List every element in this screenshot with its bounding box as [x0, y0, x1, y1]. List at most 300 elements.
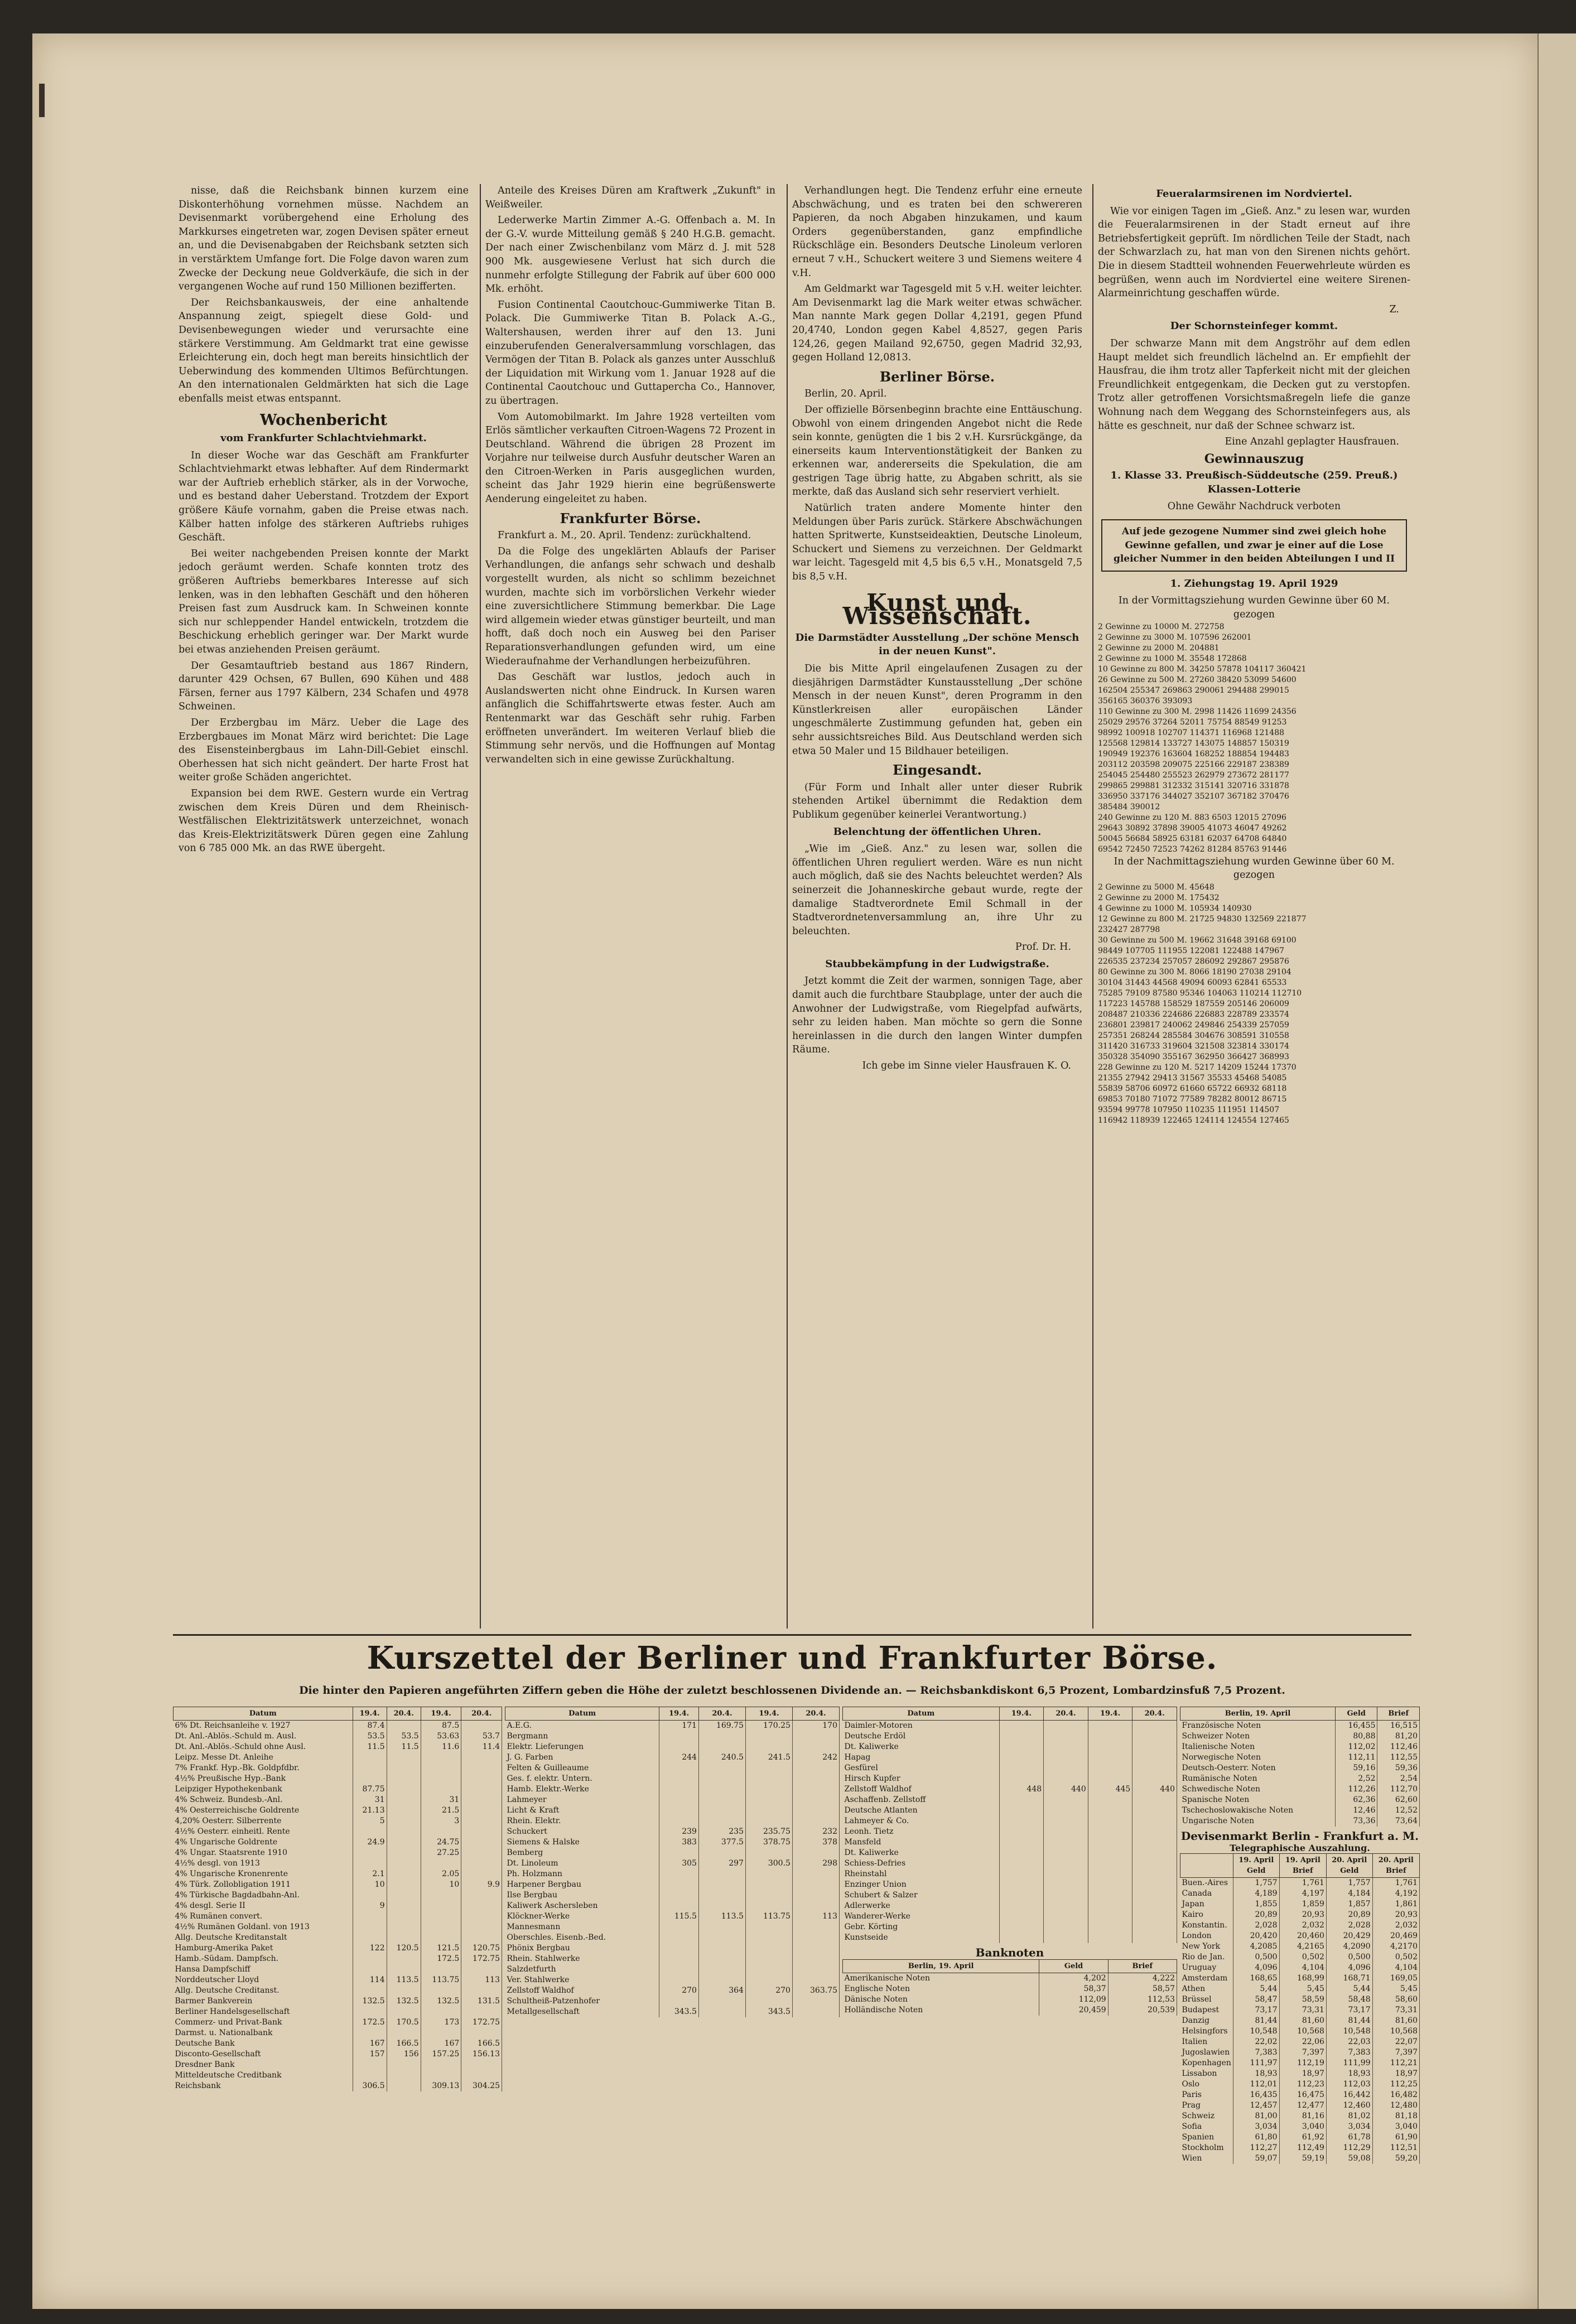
- row-label: Daimler-Motoren: [843, 1721, 1000, 1732]
- article-heading: Feueralarmsirenen im Nordviertel.: [1156, 188, 1352, 200]
- lottery-subtitle: 1. Klasse 33. Preußisch-Süddeutsche (259. Preuß.) Klassen-Lotterie: [1110, 470, 1398, 495]
- article-heading: Eingesandt.: [893, 762, 982, 779]
- row-value: 59,36: [1377, 1763, 1420, 1774]
- row-value: [1132, 1827, 1177, 1837]
- row-label: Mitteldeutsche Creditbank: [173, 2070, 353, 2081]
- table-row: [173, 2060, 502, 2070]
- row-label: Rio de Jan.: [1180, 1952, 1233, 1963]
- row-label: Bemberg: [505, 1848, 659, 1858]
- row-value: 16,435: [1233, 2090, 1279, 2100]
- article-paragraph: Die bis Mitte April eingelaufenen Zusagen zu der diesjährigen Darmstädter Kunstausstellung „Der schöne Mensch in der neuen Kunst", deren Programm in den Künstlerkreisen aller europäischen Länder ungeschmälerte Zustimmung gefunden hat, geben ein sehr aussichtsreiches Bild. Aus Deutschland werden sich etwa 50 Maler und 15 Bildhauer beteiligen.: [792, 663, 1082, 757]
- lottery-line: 117223 145788 158529 187559 205146 206009: [1098, 999, 1289, 1008]
- row-value: [999, 1922, 1044, 1932]
- row-value: 5,44: [1326, 1984, 1372, 1994]
- row-value: 31: [353, 1795, 387, 1805]
- row-value: [745, 1964, 792, 1975]
- row-value: 81,20: [1377, 1731, 1420, 1742]
- row-value: [792, 1890, 839, 1901]
- table-row: [1180, 1731, 1420, 1742]
- row-value: [698, 1975, 745, 1985]
- row-value: [792, 1954, 839, 1964]
- row-value: [999, 1890, 1044, 1901]
- row-value: 112,53: [1108, 1994, 1177, 2005]
- article-paragraph: Am Geldmarkt war Tagesgeld mit 5 v.H. weiter leichter. Am Devisenmarkt lag die Mark weiter etwas schwächer. Man nannte Mark gegen Dollar 4,2191, gegen Pfund 20,4740, London gegen Kabel 4,8527, gegen Paris 124,26, gegen Mailand 92,6750, gegen Madrid 32,93, gegen Holland 12,0813.: [792, 283, 1082, 364]
- row-value: [659, 1742, 699, 1752]
- table-row: [173, 2049, 502, 2060]
- row-value: [353, 1922, 387, 1932]
- article-subheading: vom Frankfurter Schlachtviehmarkt.: [220, 432, 427, 444]
- row-value: 20,539: [1108, 2005, 1177, 2016]
- news-item: Der Erzbergbau im März. Ueber die Lage des Erzbergbaues im Monat März wird berichtet: Die Lage des Eisensteinbergbaus im Lahn-Dill-Gebiet einschl. Oberhessen hat sich nicht geändert. Der harte Frost hat weiter große Schäden angerichtet.: [179, 717, 469, 784]
- lottery-line: 2 Gewinne zu 10000 M. 272758: [1098, 622, 1225, 631]
- row-value: 22,03: [1326, 2037, 1372, 2047]
- table-row: [505, 1964, 840, 1975]
- row-value: [387, 1774, 421, 1784]
- row-value: 2,028: [1326, 1920, 1372, 1931]
- row-value: 2.05: [421, 1869, 461, 1880]
- table-row: [173, 2028, 502, 2038]
- row-label: 4½% Preußische Hyp.-Bank: [173, 1774, 353, 1784]
- row-label: Deutsche Atlanten: [843, 1805, 1000, 1816]
- table-row: [1180, 1763, 1420, 1774]
- row-value: [1132, 1795, 1177, 1805]
- row-value: [792, 1795, 839, 1805]
- row-value: [792, 1880, 839, 1890]
- article-paragraph: Verhandlungen hegt. Die Tendenz erfuhr eine erneute Abschwächung, und es traten bei den schwereren Papieren, da noch Abgaben hinzukamen, und kaum Orders gegenüberstanden, ganz empfindliche Rückschläge ein. Besonders Deutsche Linoleum verloren erneut 7 v.H., Schuckert weitere 3 und Siemens weitere 4 v.H.: [792, 185, 1082, 279]
- signature: Prof. Dr. H.: [1015, 941, 1071, 953]
- row-value: [387, 1932, 421, 1943]
- row-value: 112,23: [1279, 2079, 1326, 2090]
- row-value: [698, 1731, 745, 1742]
- lottery-line: 21355 27942 29413 31567 35533 45468 54085: [1098, 1073, 1287, 1083]
- lottery-line: 10 Gewinne zu 800 M. 34250 57878 104117 360421: [1098, 664, 1307, 674]
- table-row: [505, 1985, 840, 1996]
- row-value: 87.5: [421, 1721, 461, 1732]
- table-header-d2: 20.4.: [1132, 1707, 1177, 1721]
- row-label: Kairo: [1180, 1910, 1233, 1920]
- table-row: [1180, 1805, 1420, 1816]
- row-value: 166.5: [387, 2038, 421, 2049]
- row-value: 61,80: [1233, 2132, 1279, 2143]
- row-value: [745, 1880, 792, 1890]
- banknoten-header: Geld: [1039, 1960, 1108, 1973]
- row-value: 4,104: [1279, 1963, 1326, 1973]
- row-value: 20,93: [1279, 1910, 1326, 1920]
- row-value: 53.5: [353, 1731, 387, 1742]
- row-value: [1044, 1901, 1088, 1911]
- table-row: [1180, 1963, 1420, 1973]
- row-label: Mannesmann: [505, 1922, 659, 1932]
- row-value: [353, 2060, 387, 2070]
- row-value: [1132, 1752, 1177, 1763]
- row-label: Danzig: [1180, 2016, 1233, 2026]
- table-row: [505, 1911, 840, 1922]
- row-value: [353, 1827, 387, 1837]
- column-rule: [480, 184, 481, 1629]
- row-value: 61,90: [1372, 2132, 1419, 2143]
- lottery-line: 116942 118939 122465 124114 124554 127465: [1098, 1115, 1289, 1125]
- row-value: 81,44: [1233, 2016, 1279, 2026]
- row-value: [1132, 1816, 1177, 1827]
- article-heading: Berliner Börse.: [879, 368, 995, 385]
- table-row: [505, 1996, 840, 2007]
- row-value: 170.25: [745, 1721, 792, 1732]
- row-value: 61,92: [1279, 2132, 1326, 2143]
- table-row: [505, 1721, 840, 1732]
- row-value: [698, 1848, 745, 1858]
- row-label: Jugoslawien: [1180, 2047, 1233, 2058]
- row-value: 18,93: [1233, 2069, 1279, 2079]
- row-value: 12,52: [1377, 1805, 1420, 1816]
- row-label: Prag: [1180, 2100, 1233, 2111]
- row-label: Harpener Bergbau: [505, 1880, 659, 1890]
- row-value: 4,184: [1326, 1888, 1372, 1899]
- row-value: 53.7: [461, 1731, 502, 1742]
- table-header-d1: 19.4.: [659, 1707, 699, 1721]
- row-value: 16,515: [1377, 1721, 1420, 1732]
- row-value: 121.5: [421, 1943, 461, 1954]
- table-row: [843, 1880, 1177, 1890]
- row-value: 168,65: [1233, 1973, 1279, 1984]
- row-value: 170: [792, 1721, 839, 1732]
- row-label: Salzdetfurth: [505, 1964, 659, 1975]
- row-value: 343.5: [659, 2007, 699, 2017]
- row-value: 112,49: [1279, 2143, 1326, 2153]
- row-value: [387, 2028, 421, 2038]
- row-value: 22,02: [1233, 2037, 1279, 2047]
- row-label: Leonh. Tietz: [843, 1827, 1000, 1837]
- lottery-line: 75285 79109 87580 95346 104063 110214 112710: [1098, 988, 1302, 998]
- row-value: [1044, 1742, 1088, 1752]
- row-value: [745, 1795, 792, 1805]
- row-label: Wanderer-Werke: [843, 1911, 1000, 1922]
- lottery-line: 228 Gewinne zu 120 M. 5217 14209 15244 17370: [1098, 1062, 1297, 1072]
- table-row: [505, 1848, 840, 1858]
- row-label: Konstantin.: [1180, 1920, 1233, 1931]
- row-label: Schultheiß-Patzenhofer: [505, 1996, 659, 2007]
- table-header-d1: 19.4.: [421, 1707, 461, 1721]
- row-value: 5,44: [1233, 1984, 1279, 1994]
- row-value: 4,222: [1108, 1973, 1177, 1984]
- row-value: 73,31: [1279, 2005, 1326, 2016]
- row-value: 2,032: [1372, 1920, 1419, 1931]
- row-value: 10,548: [1326, 2026, 1372, 2037]
- column-3: [792, 184, 1082, 1629]
- row-value: 59,16: [1336, 1763, 1377, 1774]
- row-value: [461, 2070, 502, 2081]
- row-label: Deutsche Bank: [173, 2038, 353, 2049]
- row-value: 4,104: [1372, 1963, 1419, 1973]
- lottery-line: 93594 99778 107950 110235 111951 114507: [1098, 1105, 1280, 1114]
- row-label: Helsingfors: [1180, 2026, 1233, 2037]
- row-value: [387, 1827, 421, 1837]
- lottery-line: 98992 100918 102707 114371 116968 121488: [1098, 728, 1285, 737]
- row-value: [421, 2007, 461, 2017]
- row-label: Schweizer Noten: [1180, 1731, 1336, 1742]
- row-value: 114: [353, 1975, 387, 1985]
- row-value: [1088, 1774, 1132, 1784]
- lottery-line: 2 Gewinne zu 5000 M. 45648: [1098, 882, 1214, 892]
- lottery-line: 2 Gewinne zu 3000 M. 107596 262001: [1098, 632, 1252, 642]
- row-value: 81,00: [1233, 2111, 1279, 2122]
- row-value: 11.5: [353, 1742, 387, 1752]
- row-value: [1088, 1763, 1132, 1774]
- row-value: 81,02: [1326, 2111, 1372, 2122]
- article-paragraph: Bei weiter nachgebenden Preisen konnte der Markt jedoch geräumt werden. Schafe konnten trotz des größeren Auftriebs bemerkbares Interesse auf sich lenken, was in den lebhaften Geschäft und den höheren Preisen fast zum Ausdruck kam. In Schweinen konnte sich nur schleppender Handel entwickeln, trotzdem die Beschickung erheblich geringer war. Der Markt wurde bei etwas anziehenden Preisen geräumt.: [179, 548, 469, 655]
- row-value: 7,383: [1233, 2047, 1279, 2058]
- row-value: [421, 1774, 461, 1784]
- row-label: Dresdner Bank: [173, 2060, 353, 2070]
- lottery-notice-box: Auf jede gezogene Nummer sind zwei gleich hohe Gewinne gefallen, und zwar je einer auf die Lose gleicher Nummer in den beiden Abteilungen I und II: [1101, 519, 1407, 572]
- row-value: [387, 1985, 421, 1996]
- row-value: [999, 1911, 1044, 1922]
- table-row: [173, 1774, 502, 1784]
- row-label: Barmer Bankverein: [173, 1996, 353, 2007]
- row-label: Metallgesellschaft: [505, 2007, 659, 2017]
- row-label: Phönix Bergbau: [505, 1943, 659, 1954]
- stock-table-4: [1180, 1707, 1420, 2164]
- row-value: [659, 1922, 699, 1932]
- stock-table-3: [842, 1707, 1177, 2016]
- row-value: 59,07: [1233, 2153, 1279, 2164]
- table-row: [173, 1922, 502, 1932]
- row-value: 270: [745, 1985, 792, 1996]
- row-value: [387, 2070, 421, 2081]
- row-label: Klöckner-Werke: [505, 1911, 659, 1922]
- row-value: 20,93: [1372, 1910, 1419, 1920]
- row-value: [659, 1943, 699, 1954]
- row-value: [1132, 1731, 1177, 1742]
- row-label: 4½% Rumänen Goldanl. von 1913: [173, 1922, 353, 1932]
- row-label: London: [1180, 1931, 1233, 1941]
- table-row: [505, 1795, 840, 1805]
- table-row: [1180, 1910, 1420, 1920]
- table-row: [1180, 1952, 1420, 1963]
- row-value: 1,757: [1233, 1878, 1279, 1889]
- row-label: 4% Ungar. Staatsrente 1910: [173, 1848, 353, 1858]
- table-header-d2: 20.4.: [461, 1707, 502, 1721]
- table-row: [843, 1827, 1177, 1837]
- row-label: Aschaffenb. Zellstoff: [843, 1795, 1000, 1805]
- row-value: [461, 1816, 502, 1827]
- row-label: Hirsch Kupfer: [843, 1774, 1000, 1784]
- stock-table-1: [173, 1707, 502, 2091]
- row-value: 24.75: [421, 1837, 461, 1848]
- notes-header: Brief: [1377, 1707, 1420, 1721]
- row-value: 5,45: [1279, 1984, 1326, 1994]
- table-row: [843, 2005, 1177, 2016]
- lottery-numbers-morning: [1098, 622, 1410, 855]
- row-value: 10,568: [1279, 2026, 1326, 2037]
- row-value: [659, 1901, 699, 1911]
- row-value: 383: [659, 1837, 699, 1848]
- table-row: [843, 1837, 1177, 1848]
- table-row: [505, 1774, 840, 1784]
- row-value: [387, 2081, 421, 2091]
- table-row: [173, 1901, 502, 1911]
- row-value: [1132, 1922, 1177, 1932]
- row-value: 1,857: [1326, 1899, 1372, 1910]
- table-row: [505, 1784, 840, 1795]
- table-row: [173, 1752, 502, 1763]
- row-value: [461, 1964, 502, 1975]
- row-value: [461, 1922, 502, 1932]
- table-row: [1180, 1774, 1420, 1784]
- row-value: 10,568: [1372, 2026, 1419, 2037]
- row-value: [999, 1932, 1044, 1943]
- row-value: 4,202: [1039, 1973, 1108, 1984]
- row-value: [1132, 1763, 1177, 1774]
- row-value: [745, 1943, 792, 1954]
- row-value: 113: [792, 1911, 839, 1922]
- table-row: [505, 1827, 840, 1837]
- row-label: Spanien: [1180, 2132, 1233, 2143]
- table-row: [1180, 1920, 1420, 1931]
- row-value: 3,034: [1326, 2122, 1372, 2132]
- row-label: Amsterdam: [1180, 1973, 1233, 1984]
- row-value: 1,861: [1372, 1899, 1419, 1910]
- row-value: 4,2090: [1326, 1941, 1372, 1952]
- row-value: 1,855: [1233, 1899, 1279, 1910]
- table-row: [1180, 2047, 1420, 2058]
- row-value: [1044, 1774, 1088, 1784]
- row-value: 172.75: [461, 2017, 502, 2028]
- row-value: [353, 1848, 387, 1858]
- row-label: Englische Noten: [843, 1984, 1039, 1994]
- row-label: Lahmeyer: [505, 1795, 659, 1805]
- row-value: 235.75: [745, 1827, 792, 1837]
- table-row: [505, 1932, 840, 1943]
- row-value: 440: [1132, 1784, 1177, 1795]
- row-label: Kopenhagen: [1180, 2058, 1233, 2069]
- row-value: [1088, 1911, 1132, 1922]
- row-value: 20,420: [1233, 1931, 1279, 1941]
- kurszettel-subtitle: Die hinter den Papieren angeführten Ziffern geben die Höhe der zuletzt beschlossenen Dividende an. — Reichsbankdiskont 6,5 Prozent, Lombardzinsfuß 7,5 Prozent.: [299, 1684, 1285, 1697]
- row-value: [461, 1837, 502, 1848]
- table-row: [505, 1869, 840, 1880]
- row-value: 12,480: [1372, 2100, 1419, 2111]
- row-value: 2,54: [1377, 1774, 1420, 1784]
- lottery-line: 110 Gewinne zu 300 M. 2998 11426 11699 24356: [1098, 707, 1297, 716]
- row-value: [461, 1795, 502, 1805]
- row-label: Commerz- und Privat-Bank: [173, 2017, 353, 2028]
- row-value: 4,2165: [1279, 1941, 1326, 1952]
- row-value: 112,11: [1336, 1752, 1377, 1763]
- table-row: [505, 1858, 840, 1869]
- row-value: [1044, 1731, 1088, 1742]
- table-row: [843, 1922, 1177, 1932]
- row-value: 22,07: [1372, 2037, 1419, 2047]
- row-value: 156: [387, 2049, 421, 2060]
- row-value: [698, 1784, 745, 1795]
- lottery-line: 299865 299881 312332 315141 320716 331878: [1098, 781, 1289, 790]
- row-value: [792, 1763, 839, 1774]
- row-label: Dänische Noten: [843, 1994, 1039, 2005]
- row-value: [461, 1911, 502, 1922]
- lottery-line: 190949 192376 163604 168252 188854 194483: [1098, 749, 1289, 758]
- lottery-line: 98449 107705 111955 122081 122488 147967: [1098, 946, 1285, 955]
- lottery-line: 336950 337176 344027 352107 367182 370476: [1098, 791, 1289, 801]
- lottery-line: 69853 70180 71072 77589 78282 80012 86715: [1098, 1094, 1287, 1104]
- row-value: [387, 1784, 421, 1795]
- row-value: [353, 1985, 387, 1996]
- row-value: [353, 1964, 387, 1975]
- adjacent-page-edge: [1538, 33, 1576, 2309]
- row-label: 4½% desgl. von 1913: [173, 1858, 353, 1869]
- table-row: [1180, 1888, 1420, 1899]
- lottery-line: 311420 316733 319604 321508 323814 330174: [1098, 1041, 1289, 1051]
- table-row: [505, 1752, 840, 1763]
- lottery-line: 25029 29576 37264 52011 75754 88549 91253: [1098, 717, 1287, 727]
- table-row: [1180, 1899, 1420, 1910]
- row-label: Ph. Holzmann: [505, 1869, 659, 1880]
- row-label: Rumänische Noten: [1180, 1774, 1336, 1784]
- row-label: Deutsch-Oesterr. Noten: [1180, 1763, 1336, 1774]
- table-row: [843, 1994, 1177, 2005]
- row-value: 12,46: [1336, 1805, 1377, 1816]
- table-row: [1180, 2016, 1420, 2026]
- row-value: 58,47: [1233, 1994, 1279, 2005]
- table-row: [173, 1943, 502, 1954]
- banknoten-title: Banknoten: [975, 1946, 1044, 1959]
- table-row: [173, 1911, 502, 1922]
- row-value: [461, 2007, 502, 2017]
- row-value: [999, 1763, 1044, 1774]
- row-value: 16,475: [1279, 2090, 1326, 2100]
- table-header-d2: 20.4.: [698, 1707, 745, 1721]
- row-label: Ver. Stahlwerke: [505, 1975, 659, 1985]
- table-row: [843, 1869, 1177, 1880]
- row-value: [999, 1880, 1044, 1890]
- lottery-line: 80 Gewinne zu 300 M. 8066 18190 27038 29104: [1098, 967, 1291, 977]
- row-label: Tschechoslowakische Noten: [1180, 1805, 1336, 1816]
- row-label: 6% Dt. Reichsanleihe v. 1927: [173, 1721, 353, 1732]
- lottery-line: 226535 237234 257057 286092 292867 295876: [1098, 956, 1289, 966]
- row-value: [421, 2028, 461, 2038]
- row-value: [421, 1752, 461, 1763]
- row-value: [659, 1795, 699, 1805]
- row-value: [792, 1816, 839, 1827]
- row-value: 73,64: [1377, 1816, 1420, 1827]
- row-value: [698, 1996, 745, 2007]
- row-value: 16,482: [1372, 2090, 1419, 2100]
- row-value: [698, 1880, 745, 1890]
- row-value: 0,502: [1279, 1952, 1326, 1963]
- row-value: [745, 1816, 792, 1827]
- row-value: 167: [353, 2038, 387, 2049]
- row-value: [1044, 1890, 1088, 1901]
- row-value: 81,18: [1372, 2111, 1419, 2122]
- row-value: 309.13: [421, 2081, 461, 2091]
- row-value: [353, 2007, 387, 2017]
- row-value: [999, 1752, 1044, 1763]
- column-2: [485, 184, 775, 1629]
- lottery-line: 125568 129814 133727 143075 148857 150319: [1098, 738, 1289, 748]
- row-value: 62,60: [1377, 1795, 1420, 1805]
- row-value: 173: [421, 2017, 461, 2028]
- table-row: [173, 1890, 502, 1901]
- row-value: [461, 1827, 502, 1837]
- table-row: [1180, 2037, 1420, 2047]
- row-value: [1044, 1827, 1088, 1837]
- row-label: Spanische Noten: [1180, 1795, 1336, 1805]
- row-label: Amerikanische Noten: [843, 1973, 1039, 1984]
- lottery-line: 50045 56684 58925 63181 62037 64708 64840: [1098, 834, 1287, 843]
- row-value: [387, 2007, 421, 2017]
- row-value: 20,89: [1233, 1910, 1279, 1920]
- table-header-d2: 20.4.: [1044, 1707, 1088, 1721]
- row-label: Berliner Handelsgesellschaft: [173, 2007, 353, 2017]
